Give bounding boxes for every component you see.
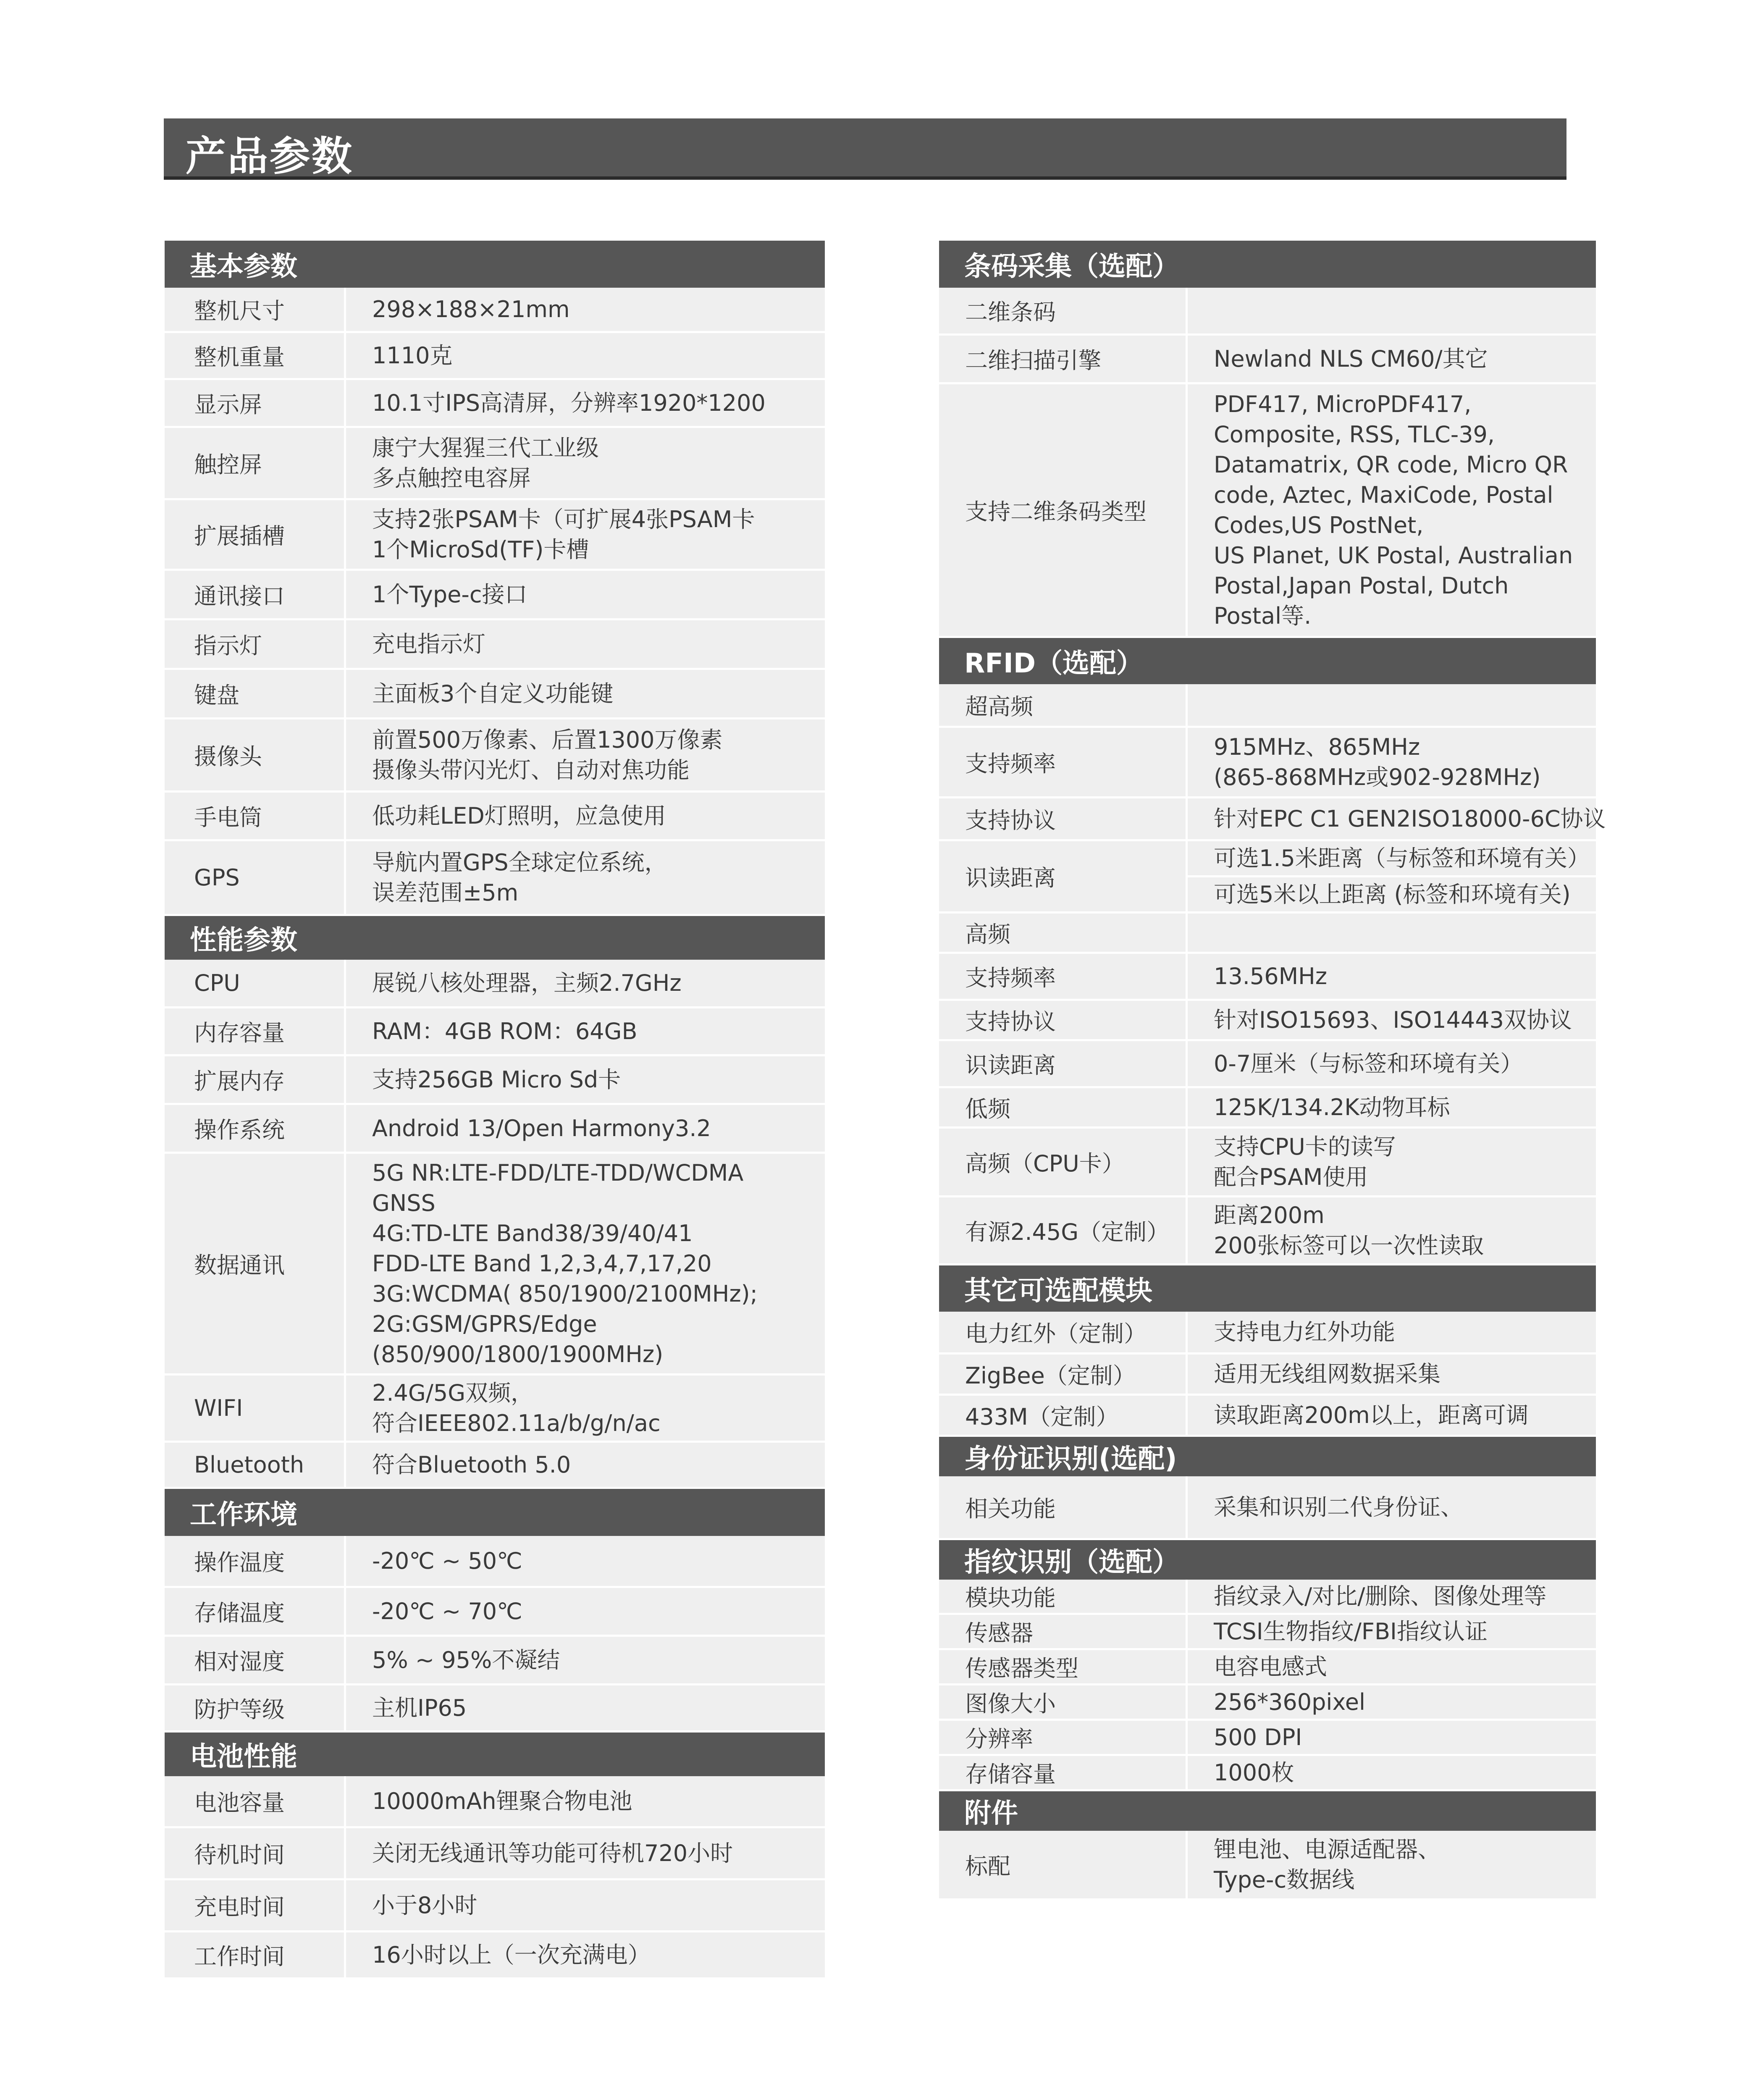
spec-row: [165, 1588, 825, 1637]
spec-value: [1188, 1476, 1596, 1538]
spec-row: [939, 1580, 1596, 1615]
spec-value-line: US Planet, UK Postal, Australian: [1214, 542, 1573, 569]
spec-value: [346, 793, 825, 839]
spec-value: [1188, 1650, 1596, 1683]
spec-label: 高频: [939, 914, 1188, 952]
spec-value: [1188, 1312, 1596, 1352]
spec-value: [346, 288, 825, 331]
spec-label: 数据通讯: [165, 1154, 346, 1373]
section-header: 基本参数: [165, 241, 825, 288]
section-header: 条码采集（选配）: [939, 241, 1596, 288]
spec-label: 高频（CPU卡）: [939, 1129, 1188, 1195]
spec-label: 键盘: [165, 670, 346, 717]
spec-row: [165, 500, 825, 571]
spec-value-line: 13.56MHz: [1214, 963, 1328, 990]
spec-label: WIFI: [165, 1376, 346, 1441]
spec-row: [165, 620, 825, 670]
left-spec-column: [165, 241, 825, 1979]
spec-value: [1188, 1041, 1596, 1086]
spec-value-line: 支持2张PSAM卡（可扩展4张PSAM卡: [372, 506, 755, 533]
spec-label: 支持频率: [939, 728, 1188, 796]
spec-label: 超高频: [939, 684, 1188, 726]
spec-value-line: 导航内置GPS全球定位系统，: [372, 849, 667, 876]
spec-value: [1188, 1129, 1596, 1195]
spec-value-line: 配合PSAM使用: [1214, 1163, 1368, 1190]
section-header: 指纹识别（选配）: [939, 1540, 1596, 1580]
spec-label: 整机重量: [165, 333, 346, 378]
spec-value-line: -20℃ ~ 50℃: [372, 1547, 522, 1574]
spec-value: [346, 1880, 825, 1930]
spec-label: 电力红外（定制）: [939, 1312, 1188, 1352]
spec-row: [939, 728, 1596, 798]
spec-row: [165, 1685, 825, 1732]
spec-value: [1188, 728, 1596, 796]
spec-value-line: Type-c数据线: [1214, 1866, 1355, 1893]
section-header: 身份证识别(选配): [939, 1437, 1596, 1476]
spec-value-line: 主面板3个自定义功能键: [372, 680, 614, 707]
spec-value: [346, 1008, 825, 1054]
spec-value-line: 误差范围±5m: [372, 879, 519, 906]
spec-value: [1188, 384, 1596, 636]
spec-label: 二维条码: [939, 288, 1188, 333]
spec-value: [346, 428, 825, 498]
spec-row: [165, 841, 825, 916]
section-header: 电池性能: [165, 1732, 825, 1776]
spec-value: [1188, 1831, 1596, 1898]
spec-row: [165, 1376, 825, 1443]
spec-value: [1188, 336, 1596, 382]
section-header: RFID（选配）: [939, 638, 1596, 684]
spec-value: [1188, 841, 1596, 911]
spec-label: 操作系统: [165, 1105, 346, 1152]
spec-value: [346, 1105, 825, 1152]
spec-value: [346, 1443, 825, 1487]
spec-value: [1188, 954, 1596, 999]
spec-label: 低频: [939, 1088, 1188, 1126]
spec-value: [346, 1685, 825, 1730]
spec-label: 内存容量: [165, 1008, 346, 1054]
spec-row: [939, 1831, 1596, 1900]
spec-value-line: TCSI生物指纹/FBI指纹认证: [1214, 1618, 1488, 1645]
spec-value: [346, 670, 825, 717]
spec-row: [165, 1536, 825, 1588]
spec-value-line: 电容电感式: [1214, 1653, 1327, 1680]
spec-value-line: 符合IEEE802.11a/b/g/n/ac: [372, 1410, 661, 1436]
spec-value: [1188, 1396, 1596, 1435]
spec-row: [939, 1312, 1596, 1354]
spec-value-line: 3G:WCDMA( 850/1900/2100MHz);: [372, 1280, 758, 1307]
spec-value-line: 1000枚: [1214, 1759, 1294, 1786]
spec-row: [165, 1932, 825, 1979]
spec-row: [939, 1756, 1596, 1791]
spec-row: [165, 1828, 825, 1880]
spec-label: 支持二维条码类型: [939, 384, 1188, 636]
page-title-bar: [164, 118, 1566, 180]
spec-value-line: Codes,US PostNet,: [1214, 512, 1424, 538]
spec-row: [939, 1721, 1596, 1756]
section-header: 工作环境: [165, 1489, 825, 1536]
spec-label: 工作时间: [165, 1932, 346, 1977]
spec-value-line: 256*360pixel: [1214, 1688, 1365, 1715]
spec-value-line: 5G NR:LTE-FDD/LTE-TDD/WCDMA: [372, 1159, 744, 1186]
section-header: 附件: [939, 1791, 1596, 1831]
spec-value-line: 小于8小时: [372, 1892, 478, 1919]
spec-value: [1188, 1580, 1596, 1613]
spec-label: 传感器类型: [939, 1650, 1188, 1683]
spec-label: 防护等级: [165, 1685, 346, 1730]
spec-row: [939, 1129, 1596, 1197]
spec-label: ZigBee（定制）: [939, 1354, 1188, 1394]
spec-row: [939, 1041, 1596, 1088]
spec-label: 标配: [939, 1831, 1188, 1898]
spec-value-line: 可选5米以上距离 (标签和环境有关): [1214, 881, 1571, 908]
spec-label: 手电筒: [165, 793, 346, 839]
spec-value-line: 2.4G/5G双频，: [372, 1379, 534, 1406]
spec-value: [346, 620, 825, 668]
spec-row: [165, 380, 825, 428]
spec-value: [346, 1536, 825, 1586]
spec-value: [1188, 1756, 1596, 1789]
spec-value-line: PDF417, MicroPDF417,: [1214, 391, 1472, 417]
spec-value-line: (850/900/1800/1900MHz): [372, 1341, 664, 1368]
spec-label: 二维扫描引擎: [939, 336, 1188, 382]
right-spec-column: [939, 241, 1606, 1900]
spec-value: [346, 380, 825, 426]
spec-value-line: 关闭无线通讯等功能可待机720小时: [372, 1840, 733, 1866]
spec-label: 433M（定制）: [939, 1396, 1188, 1435]
spec-value-line: 摄像头带闪光灯、自动对焦功能: [372, 756, 690, 783]
spec-value-line: FDD-LTE Band 1,2,3,4,7,17,20: [372, 1250, 712, 1277]
spec-value-line: Postal,Japan Postal, Dutch: [1214, 572, 1509, 599]
spec-label: Bluetooth: [165, 1443, 346, 1487]
spec-label: 识读距离: [939, 841, 1188, 911]
spec-row: [939, 1650, 1596, 1685]
spec-row: [165, 1056, 825, 1105]
spec-value-line: 采集和识别二代身份证、: [1214, 1494, 1463, 1520]
spec-row: [939, 841, 1596, 914]
spec-label: 电池容量: [165, 1776, 346, 1826]
spec-label: 显示屏: [165, 380, 346, 426]
spec-row: [939, 684, 1596, 728]
spec-value: [1188, 1615, 1596, 1648]
spec-value: [1188, 1001, 1596, 1039]
spec-row: [165, 333, 825, 380]
spec-value: [346, 1588, 825, 1635]
spec-value: [346, 841, 825, 914]
spec-value: [346, 719, 825, 790]
spec-label: 分辨率: [939, 1721, 1188, 1754]
spec-value: [1188, 288, 1596, 333]
spec-value-line: 支持256GB Micro Sd卡: [372, 1066, 621, 1093]
spec-row: [165, 1880, 825, 1932]
spec-value-line: 2G:GSM/GPRS/Edge: [372, 1310, 597, 1337]
spec-row: [165, 288, 825, 333]
spec-value: [346, 960, 825, 1006]
spec-row: [939, 954, 1596, 1001]
spec-row: [939, 1001, 1596, 1041]
spec-value: [346, 1828, 825, 1878]
spec-label: 操作温度: [165, 1536, 346, 1586]
spec-row: [165, 719, 825, 793]
page-title: 产品参数: [186, 133, 354, 180]
spec-label: 指示灯: [165, 620, 346, 668]
spec-value-line: (865-868MHz或902-928MHz): [1214, 764, 1541, 790]
spec-row: [165, 1105, 825, 1154]
spec-label: 支持频率: [939, 954, 1188, 999]
spec-value: [1188, 1197, 1596, 1263]
spec-label: 存储容量: [939, 1756, 1188, 1789]
spec-value-line: -20℃ ~ 70℃: [372, 1598, 522, 1625]
spec-value: [346, 571, 825, 618]
spec-row: [165, 428, 825, 500]
spec-value-line: 展锐八核处理器，主频2.7GHz: [372, 969, 682, 996]
spec-value-line: 4G:TD-LTE Band38/39/40/41: [372, 1220, 693, 1247]
spec-value-line: 适用无线组网数据采集: [1214, 1360, 1441, 1387]
spec-value-line: 支持电力红外功能: [1214, 1318, 1395, 1345]
section-header: 其它可选配模块: [939, 1265, 1596, 1312]
spec-value: [1188, 684, 1596, 726]
spec-value-line: RAM：4GB ROM：64GB: [372, 1018, 638, 1045]
spec-label: 图像大小: [939, 1685, 1188, 1719]
spec-label: 有源2.45G（定制）: [939, 1197, 1188, 1263]
spec-row: [939, 798, 1606, 841]
spec-value-line: 针对EPC C1 GEN2ISO18000-6C协议: [1214, 805, 1606, 832]
spec-value: [1188, 914, 1596, 952]
spec-label: 存储温度: [165, 1588, 346, 1635]
spec-value: [346, 1376, 825, 1441]
spec-value-line: 充电指示灯: [372, 630, 485, 657]
spec-row: [165, 571, 825, 620]
spec-label: CPU: [165, 960, 346, 1006]
spec-label: 模块功能: [939, 1580, 1188, 1613]
spec-label: 识读距离: [939, 1041, 1188, 1086]
spec-label: 传感器: [939, 1615, 1188, 1648]
spec-row: [939, 336, 1596, 384]
spec-value-line: Android 13/Open Harmony3.2: [372, 1115, 711, 1142]
spec-row: [939, 1615, 1596, 1650]
spec-value: [346, 1637, 825, 1683]
spec-value: [1188, 1354, 1596, 1394]
spec-label: 待机时间: [165, 1828, 346, 1878]
spec-row: [939, 384, 1596, 638]
spec-value: [1188, 1685, 1596, 1719]
spec-value-line: Newland NLS CM60/其它: [1214, 345, 1488, 372]
spec-value-line: code, Aztec, MaxiCode, Postal: [1214, 481, 1553, 508]
spec-value-line: 可选1.5米距离（与标签和环境有关）: [1188, 841, 1596, 877]
spec-value-line: 10000mAh锂聚合物电池: [372, 1788, 632, 1814]
spec-row: [165, 1637, 825, 1685]
spec-value-line: 500 DPI: [1214, 1724, 1302, 1751]
spec-row: [165, 1776, 825, 1828]
spec-row: [939, 1476, 1596, 1540]
spec-row: [165, 1443, 825, 1489]
spec-row: [165, 793, 825, 841]
spec-label: 摄像头: [165, 719, 346, 790]
spec-value-line: Datamatrix, QR code, Micro QR: [1214, 451, 1568, 478]
spec-label: 相关功能: [939, 1476, 1188, 1538]
spec-value: [346, 1776, 825, 1826]
spec-value-line: 低功耗LED灯照明，应急使用: [372, 802, 666, 829]
spec-label: 扩展内存: [165, 1056, 346, 1103]
spec-value-line: 16小时以上（一次充满电）: [372, 1941, 651, 1968]
spec-value-line: 主机IP65: [372, 1694, 467, 1721]
spec-value-line: 读取距离200m以上，距离可调: [1214, 1402, 1529, 1428]
spec-value-line: 针对ISO15693、ISO14443双协议: [1214, 1006, 1572, 1033]
spec-value-line: 915MHz、865MHz: [1214, 733, 1420, 760]
spec-row: [939, 1685, 1596, 1721]
spec-row: [165, 670, 825, 719]
spec-value-line: 指纹录入/对比/删除、图像处理等: [1214, 1583, 1547, 1609]
spec-value-line: 200张标签可以一次性读取: [1214, 1232, 1484, 1259]
spec-value: [1188, 1721, 1596, 1754]
section-header: 性能参数: [165, 916, 825, 960]
spec-row: [165, 960, 825, 1008]
spec-value-line: 5% ~ 95%不凝结: [372, 1646, 560, 1673]
spec-row: [165, 1008, 825, 1056]
spec-label: 充电时间: [165, 1880, 346, 1930]
spec-value-line: 康宁大猩猩三代工业级: [372, 434, 599, 461]
spec-row: [939, 914, 1596, 954]
spec-value: [1188, 798, 1610, 839]
spec-value: [346, 1932, 825, 1977]
spec-value-line: 支持CPU卡的读写: [1214, 1133, 1396, 1160]
spec-row: [939, 1354, 1596, 1396]
spec-row: [939, 1197, 1596, 1265]
spec-value-line: 符合Bluetooth 5.0: [372, 1451, 571, 1478]
spec-value-line: 125K/134.2K动物耳标: [1214, 1094, 1450, 1121]
spec-value: [1188, 1088, 1596, 1126]
spec-label: 扩展插槽: [165, 500, 346, 569]
spec-label: 通讯接口: [165, 571, 346, 618]
spec-value-line: GNSS: [372, 1189, 436, 1216]
spec-label: 触控屏: [165, 428, 346, 498]
spec-row: [939, 288, 1596, 336]
spec-value-line: Composite, RSS, TLC-39,: [1214, 421, 1495, 448]
spec-value-line: 1个Type-c接口: [372, 581, 527, 608]
spec-label: GPS: [165, 841, 346, 914]
spec-label: 整机尺寸: [165, 288, 346, 331]
spec-value-line: 1110克: [372, 342, 453, 369]
spec-value: [346, 500, 825, 569]
spec-label: 相对湿度: [165, 1637, 346, 1683]
spec-label: 支持协议: [939, 798, 1188, 839]
spec-label: 支持协议: [939, 1001, 1188, 1039]
spec-value: [346, 1056, 825, 1103]
spec-row: [939, 1396, 1596, 1437]
spec-value: [346, 333, 825, 378]
spec-value-line: 1个MicroSd(TF)卡槽: [372, 536, 589, 563]
spec-value-line: 10.1寸IPS高清屏，分辨率1920*1200: [372, 389, 766, 416]
spec-value-line: Postal等.: [1214, 602, 1312, 629]
spec-value-line: 多点触控电容屏: [372, 465, 531, 491]
spec-value-line: 前置500万像素、后置1300万像素: [372, 726, 723, 753]
spec-value-line: 距离200m: [1214, 1202, 1325, 1228]
spec-row: [165, 1154, 825, 1376]
spec-row: [939, 1088, 1596, 1129]
spec-value-line: 锂电池、电源适配器、: [1214, 1836, 1441, 1863]
spec-value-line: 298×188×21mm: [372, 296, 570, 323]
spec-value-line: 0-7厘米（与标签和环境有关）: [1214, 1050, 1523, 1077]
spec-value: [346, 1154, 825, 1373]
